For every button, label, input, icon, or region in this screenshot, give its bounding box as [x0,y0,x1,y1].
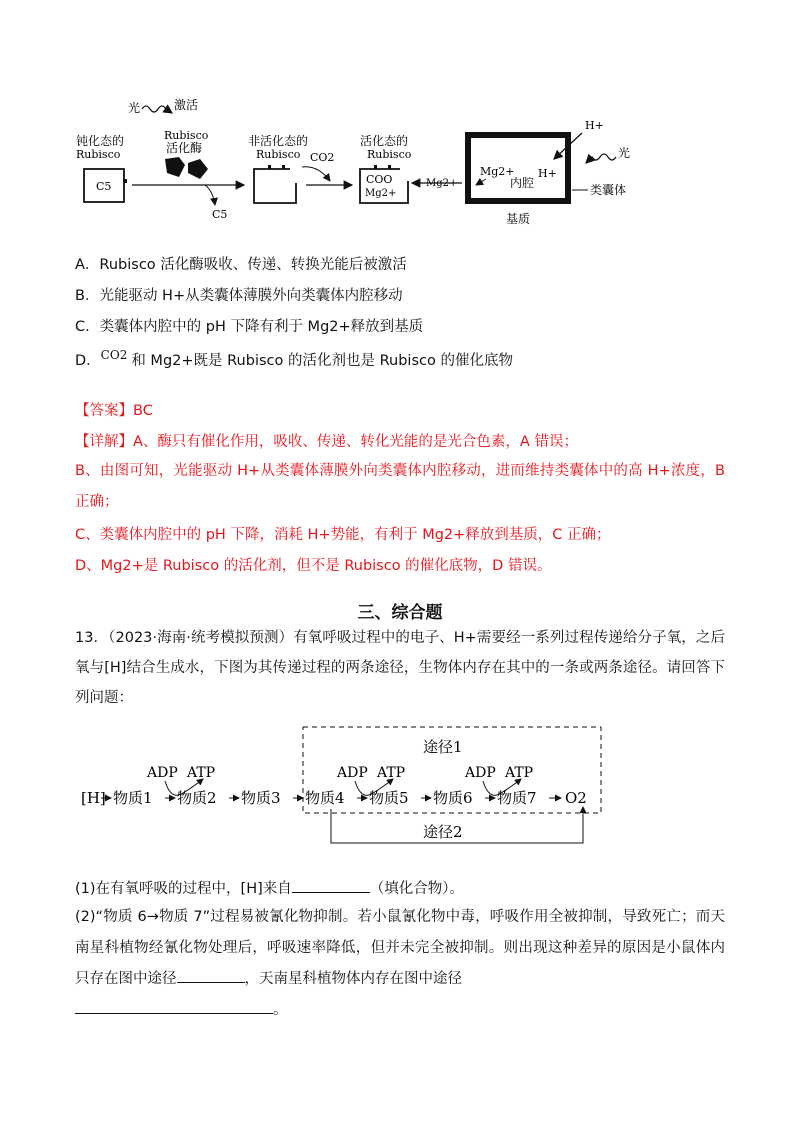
light-wave [142,106,172,113]
inactive-rubisco-shape [254,169,296,203]
question-13: 13．（2023·海南·统考模拟预测）有氧呼吸过程中的电子、H+需要经一系列过程传递给分子氧，之后氧与[H]结合生成水，下图为其传递过程的两条途径，生物体内存在其中的一条或两条途径。请回答下列问题： [75,630,725,706]
inactive-rubisco-label-2: Rubisco [256,148,301,161]
section-title: 三、综合题 [357,603,443,623]
adp-label-1: ADP [147,765,178,781]
co2-formula: CO2 [100,348,128,362]
sub-question-1: (1)在有氧呼吸的过程中，[H]来自 （填化合物）。 [75,877,464,900]
path1-label: 途径1 [423,738,463,756]
explain-a: 【详解】A、酶只有催化作用，吸收、传递、转化光能的是光合色素，A 错误； [75,434,578,450]
inactive-rubisco-label-1: 非活化态的 [248,134,309,148]
co2-label: CO2 [310,151,335,164]
path2-label: 途径2 [423,823,463,841]
atp-label-2: ATP [377,765,406,781]
c5-out-label: C5 [212,208,228,221]
explain-c: C、类囊体内腔中的 pH 下降，消耗 H+势能，有利于 Mg2+释放到基质，C 正确； [75,527,611,543]
adp-label-2: ADP [337,765,368,781]
substance-4: 物质4 [305,789,345,807]
atp-label-3: ATP [505,765,534,781]
coo-label: COO [366,173,393,186]
stroma-label: 基质 [506,212,531,226]
atp-label-1: ATP [187,765,216,781]
substance-1: 物质1 [113,789,153,807]
h-node: [H] [81,789,106,807]
enzyme-label-2: 活化酶 [166,141,203,155]
light-wave-right [586,154,616,163]
mg-inside-label: Mg2+ [480,165,515,178]
answer-blank-3[interactable] [75,998,273,1014]
activate-label: 激活 [174,98,199,112]
answer-blank-2[interactable] [177,967,245,983]
answer-line: 【答案】BC [75,403,153,419]
option-d: D．$^{CO2}$ 和 Mg2+既是 Rubisco 的活化剂也是 Rubisco 的催化底物 [75,348,513,369]
light-label: 光 [128,101,141,115]
sub-question-2: (2)“物质 6→物质 7”过程易被氰化物抑制。若小鼠氰化物中毒，呼吸作用全被抑制，导致死亡；而天南星科植物经氰化物处理后，呼吸速率降低，但并未完全被抑制。则出现这种差异的原因是小鼠体内只存在图中途径 ，天南星科植物体内存在图中途径 。 [75,909,725,1018]
rubisco-activation-diagram [70,95,670,230]
active-rubisco-label-1: 活化态的 [360,134,409,148]
explain-d: D、Mg2+是 Rubisco 的活化剂，但不是 Rubisco 的催化底物，D 错误。 [75,558,552,574]
thylakoid-label: 类囊体 [590,183,627,197]
blunt-rubisco-label-1: 钝化态的 [76,134,125,148]
active-rubisco-label-2: Rubisco [367,148,412,161]
substance-2: 物质2 [177,789,217,807]
substance-6: 物质6 [433,789,473,807]
option-a: A．Rubisco 活化酶吸收、传递、转换光能后被激活 [75,257,407,273]
rubisco-activase-icon [165,157,208,179]
mg-arrow-label: Mg2+ [426,178,458,189]
lumen-label: 内腔 [510,176,535,190]
substance-7: 物质7 [497,789,537,807]
h-top-label: H+ [585,119,604,132]
substance-3: 物质3 [241,789,281,807]
answer-blank-1[interactable] [292,877,370,893]
mg-box-label: Mg2+ [365,188,397,199]
explain-b: B、由图可知，光能驱动 H+从类囊体薄膜外向类囊体内腔移动，进而维持类囊体中的高 H+浓度，B 正确； [75,463,725,510]
o2-node: O2 [565,789,587,807]
h-inside-label: H+ [538,167,557,180]
option-c: C．类囊体内腔中的 pH 下降有利于 Mg2+释放到基质 [75,319,424,335]
c5-box-label: C5 [96,180,112,193]
adp-label-3: ADP [465,765,496,781]
enzyme-label-1: Rubisco [164,129,209,142]
light-right-label: 光 [618,146,631,160]
option-b: B．光能驱动 H+从类囊体薄膜外向类囊体内腔移动 [75,288,403,304]
electron-transport-diagram [75,725,635,850]
blunt-rubisco-label-2: Rubisco [76,148,121,161]
substance-5: 物质5 [369,789,409,807]
